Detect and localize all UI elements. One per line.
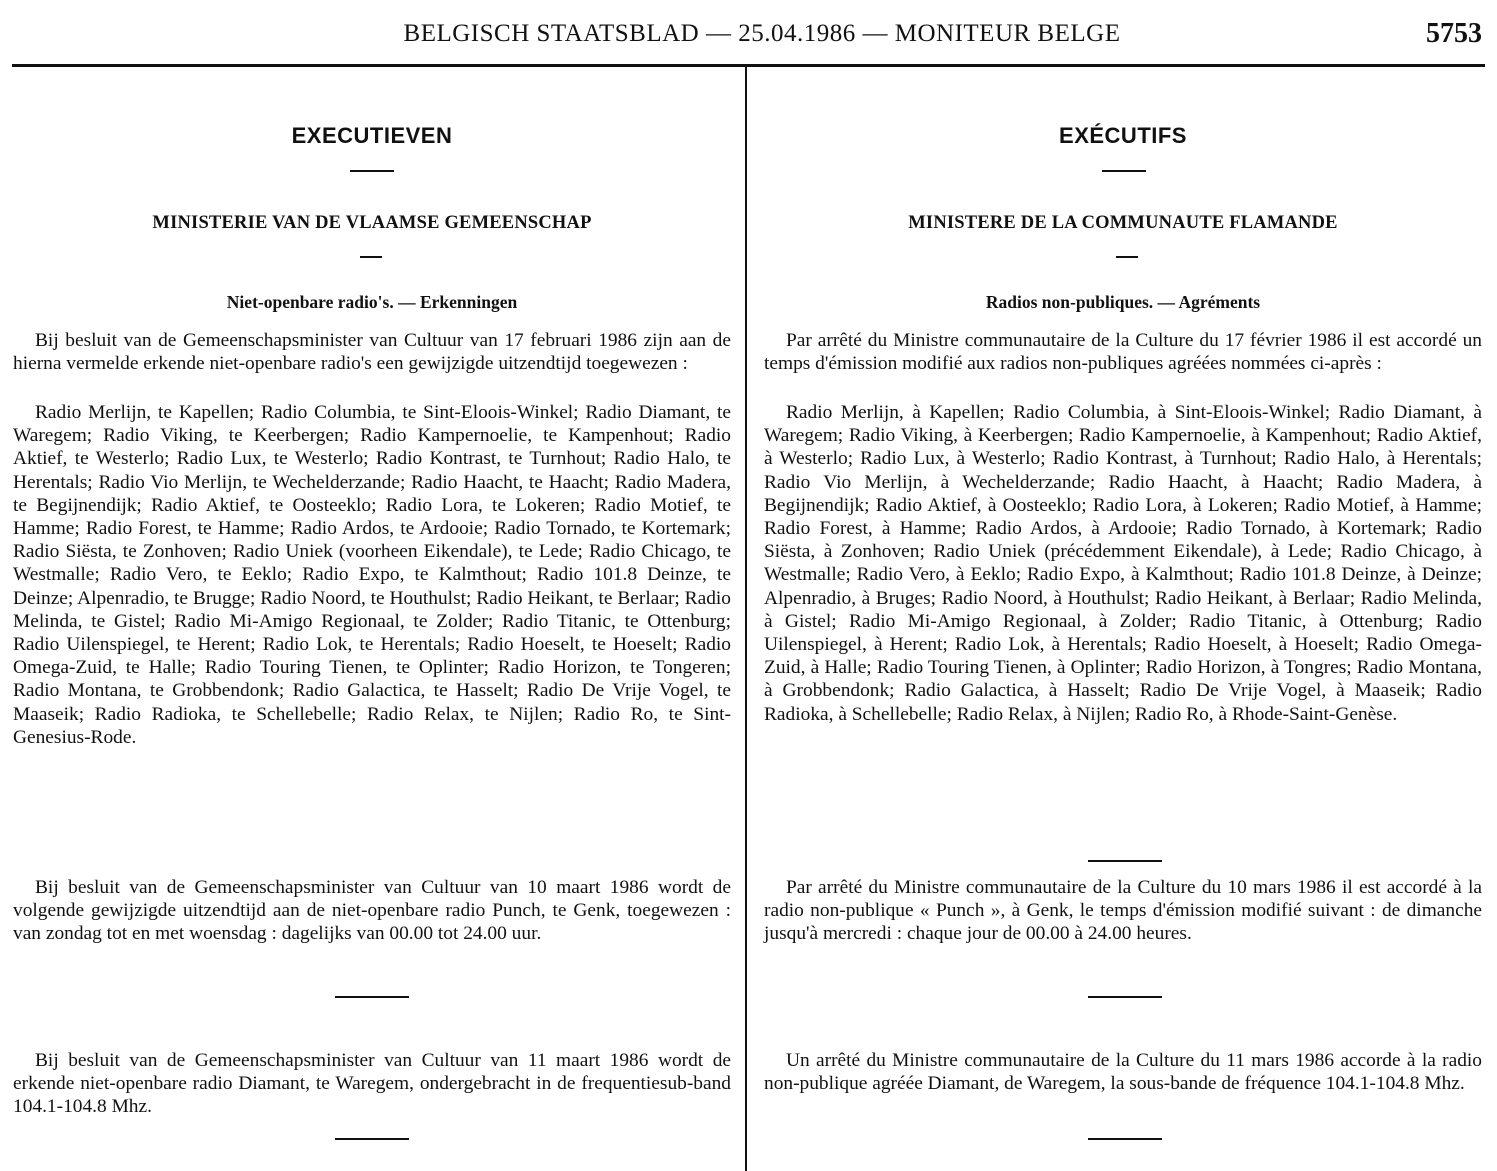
decree-paragraph: Bij besluit van de Gemeenschapsminister van Cultuur van 17 februari 1986 zijn aan de hierna vermelde erkende niet-openbare radio's een gewijzigde uitzendtijd toegewezen :	[13, 330, 731, 375]
section-rule	[350, 170, 394, 172]
decree-paragraph: Bij besluit van de Gemeenschapsminister van Cultuur van 10 maart 1986 wordt de volgende gewijzigde uitzendtijd aan de niet-openbare radio Punch, te Genk, toegewezen : van zondag tot en met woensdag : dagelijks van 00.00 tot 24.00 uur.	[13, 877, 731, 945]
journal-title: BELGISCH STAATSBLAD — 25.04.1986 — MONITEUR BELGE	[403, 20, 1121, 47]
separator-rule	[1088, 996, 1162, 998]
decree-paragraph: Par arrêté du Ministre communautaire de la Culture du 17 février 1986 il est accordé un temps d'émission modifié aux radios non-publiques agréées nommées ci-après :	[764, 330, 1482, 375]
section-title: EXÉCUTIFS	[1059, 123, 1187, 148]
decree-paragraph: Un arrêté du Ministre communautaire de la Culture du 11 mars 1986 accorde à la radio non-publique agréée Diamant, de Waregem, la sous-bande de fréquence 104.1-104.8 Mhz.	[764, 1050, 1482, 1095]
radio-list-paragraph: Radio Merlijn, te Kapellen; Radio Columbia, te Sint-Eloois-Winkel; Radio Diamant, te Waregem; Radio Viking, te Keerbergen; Radio Kampernoelie, te Kampenhout; Radio Aktief, te Westerlo; Radio Lux, te Westerlo; Radio Kontrast, te Turnhout; Radio Halo, te Herentals; Radio Vio Merlijn, te Wechelderzande; Radio Haacht, te Haacht; Radio Madera, te Begijnendijk; Radio Aktief, te Oosteeklo; Radio Lora, te Lokeren; Radio Motief, te Hamme; Radio Forest, te Hamme; Radio Ardos, te Ardooie; Radio Tornado, te Kortemark; Radio Siësta, te Zonhoven; Radio Uniek (voorheen Eikendale), te Lede; Radio Chicago, te Westmalle; Radio Vero, te Eeklo; Radio Expo, te Kalmthout; Radio 101.8 Deinze, te Deinze; Alpenradio, te Brugge; Radio Noord, te Houthulst; Radio Heikant, te Berlaar; Radio Melinda, te Gistel; Radio Mi-Amigo Regionaal, te Zolder; Radio Titanic, te Ottenburg; Radio Uilenspiegel, te Herent; Radio Lok, te Herentals; Radio Hoeselt, te Hoeselt; Radio Omega-Zuid, te Halle; Radio Touring Tienen, te Oplinter; Radio Horizon, te Tongeren; Radio Montana, te Grobbendonk; Radio Galactica, te Hasselt; Radio De Vrije Vogel, te Maaseik; Radio Radioka, te Schellebelle; Radio Relax, te Nijlen; Radio Ro, te Sint-Genesius-Rode.	[13, 402, 731, 748]
separator-rule	[1088, 860, 1162, 862]
ministry-rule	[360, 256, 382, 258]
ministry-rule	[1116, 256, 1138, 258]
separator-rule	[335, 1138, 409, 1140]
section-rule	[1102, 170, 1146, 172]
decree-paragraph: Par arrêté du Ministre communautaire de la Culture du 10 mars 1986 il est accordé à la radio non-publique « Punch », à Genk, le temps d'émission modifié suivant : de dimanche jusqu'à mercredi : chaque jour de 00.00 à 24.00 heures.	[764, 877, 1482, 945]
decree-paragraph: Bij besluit van de Gemeenschapsminister van Cultuur van 11 maart 1986 wordt de erkende niet-openbare radio Diamant, te Waregem, ondergebracht in de frequentiesub-band 104.1-104.8 Mhz.	[13, 1050, 731, 1118]
separator-rule	[1088, 1138, 1162, 1140]
separator-rule	[335, 996, 409, 998]
page-number: 5753	[1426, 18, 1482, 49]
page-header	[12, 18, 1485, 58]
subject-heading: Niet-openbare radio's. — Erkenningen	[226, 292, 518, 312]
ministry-heading: MINISTERIE VAN DE VLAAMSE GEMEENSCHAP	[152, 213, 592, 233]
radio-list-paragraph: Radio Merlijn, à Kapellen; Radio Columbia, à Sint-Eloois-Winkel; Radio Diamant, à Waregem; Radio Viking, à Keerbergen; Radio Kampernoelie, à Kampenhout; Radio Aktief, à Westerlo; Radio Lux, à Westerlo; Radio Kontrast, à Turnhout; Radio Halo, à Herentals; Radio Vio Merlijn, à Wechelderzande; Radio Haacht, à Haacht; Radio Madera, à Begijnendijk; Radio Aktief, à Oosteeklo; Radio Lora, à Lokeren; Radio Motief, à Hamme; Radio Forest, à Hamme; Radio Ardos, à Ardooie; Radio Tornado, à Kortemark; Radio Siësta, à Zonhoven; Radio Uniek (précédemment Eikendale), à Lede; Radio Chicago, à Westmalle; Radio Vero, à Eeklo; Radio Expo, à Kalmthout; Radio 101.8 Deinze, à Deinze; Alpenradio, à Bruges; Radio Noord, à Houthulst; Radio Heikant, à Berlaar; Radio Melinda, à Gistel; Radio Mi-Amigo Regionaal, à Zolder; Radio Titanic, à Ottenburg; Radio Uilenspiegel, à Herent; Radio Lok, à Herentals; Radio Hoeselt, à Hoeselt; Radio Omega-Zuid, à Halle; Radio Touring Tienen, à Oplinter; Radio Horizon, à Tongres; Radio Montana, à Grobbendonk; Radio Galactica, à Hasselt; Radio De Vrije Vogel, à Maaseik; Radio Radioka, à Schellebelle; Radio Relax, à Nijlen; Radio Ro, à Rhode-Saint-Genèse.	[764, 402, 1482, 725]
column-divider	[745, 67, 747, 1171]
ministry-heading: MINISTERE DE LA COMMUNAUTE FLAMANDE	[908, 213, 1338, 233]
header-rule	[12, 64, 1485, 67]
subject-heading: Radios non-publiques. — Agréments	[985, 292, 1261, 312]
section-title: EXECUTIEVEN	[291, 123, 453, 148]
